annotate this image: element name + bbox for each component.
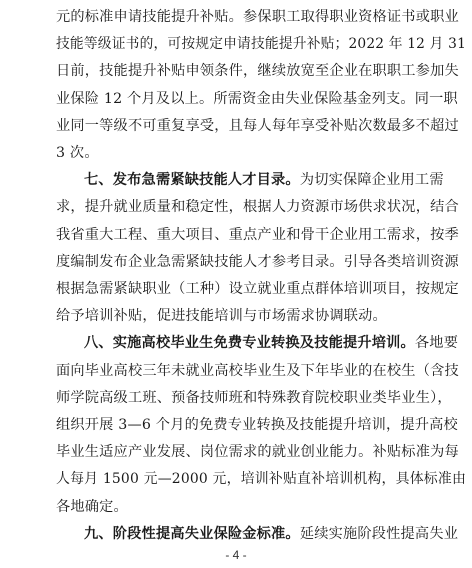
- section-seven-first-line: 七、发布急需紧缺技能人才目录。为切实保障企业用工需: [84, 172, 444, 189]
- body-line: 给予培训补贴，促进技能培训与市场需求协调联动。: [56, 308, 387, 325]
- body-line: 我省重大工程、重大项目、重点产业和骨干企业用工需求，按季: [56, 226, 459, 243]
- body-line: 业同一等级不可重复享受，且每人每年享受补贴次数最多不超过: [56, 117, 459, 134]
- body-line: 日前，技能提升补贴申领条件，继续放宽至企业在职职工参加失: [56, 63, 459, 80]
- page-number: - 4 -: [225, 548, 247, 562]
- body-line: 业保险 12 个月及以上。所需资金由失业保险基金列支。同一职: [56, 90, 458, 107]
- body-line: 元的标准申请技能提升补贴。参保职工取得职业资格证书或职业: [56, 9, 459, 25]
- section-seven-heading: 七、发布急需紧缺技能人才目录。: [84, 172, 300, 189]
- section-eight-heading: 八、实施高校毕业生免费专业转换及技能提升培训。: [84, 335, 415, 352]
- section-eight-first-line: 八、实施高校毕业生免费专业转换及技能提升培训。各地要: [84, 335, 459, 352]
- body-line: 毕业生适应产业发展、岗位需求的就业创业能力。补贴标准为每: [56, 444, 459, 461]
- body-line: 组织开展 3—6 个月的免费专业转换及技能提升培训，提升高校: [56, 417, 458, 433]
- body-line: 根据急需紧缺职业（工种）设立就业重点群体培训项目，按规定: [56, 281, 459, 297]
- body-line: 师学院高级工班、预备技师班和特殊教育院校职业类毕业生），: [56, 389, 452, 406]
- body-line: 技能等级证书的，可按规定申请技能提升补贴；2022 年 12 月 31: [56, 36, 467, 53]
- body-line: 人每月 1500 元—2000 元，培训补贴直补培训机构，具体标准由: [56, 471, 467, 488]
- section-nine-first-line: 九、阶段性提高失业保险金标准。延续实施阶段性提高失业: [84, 525, 459, 542]
- body-line: 度编制发布企业急需紧缺技能人才参考目录。引导各类培训资源: [56, 253, 459, 270]
- body-line: 求，提升就业质量和稳定性，根据人力资源市场供求状况，结合: [56, 199, 459, 216]
- body-line: 面向毕业高校三年未就业高校毕业生及下年毕业的在校生（含技: [56, 362, 459, 379]
- body-line: 各地确定。: [56, 498, 128, 515]
- section-nine-heading: 九、阶段性提高失业保险金标准。: [84, 525, 300, 542]
- body-line: 3 次。: [56, 145, 99, 161]
